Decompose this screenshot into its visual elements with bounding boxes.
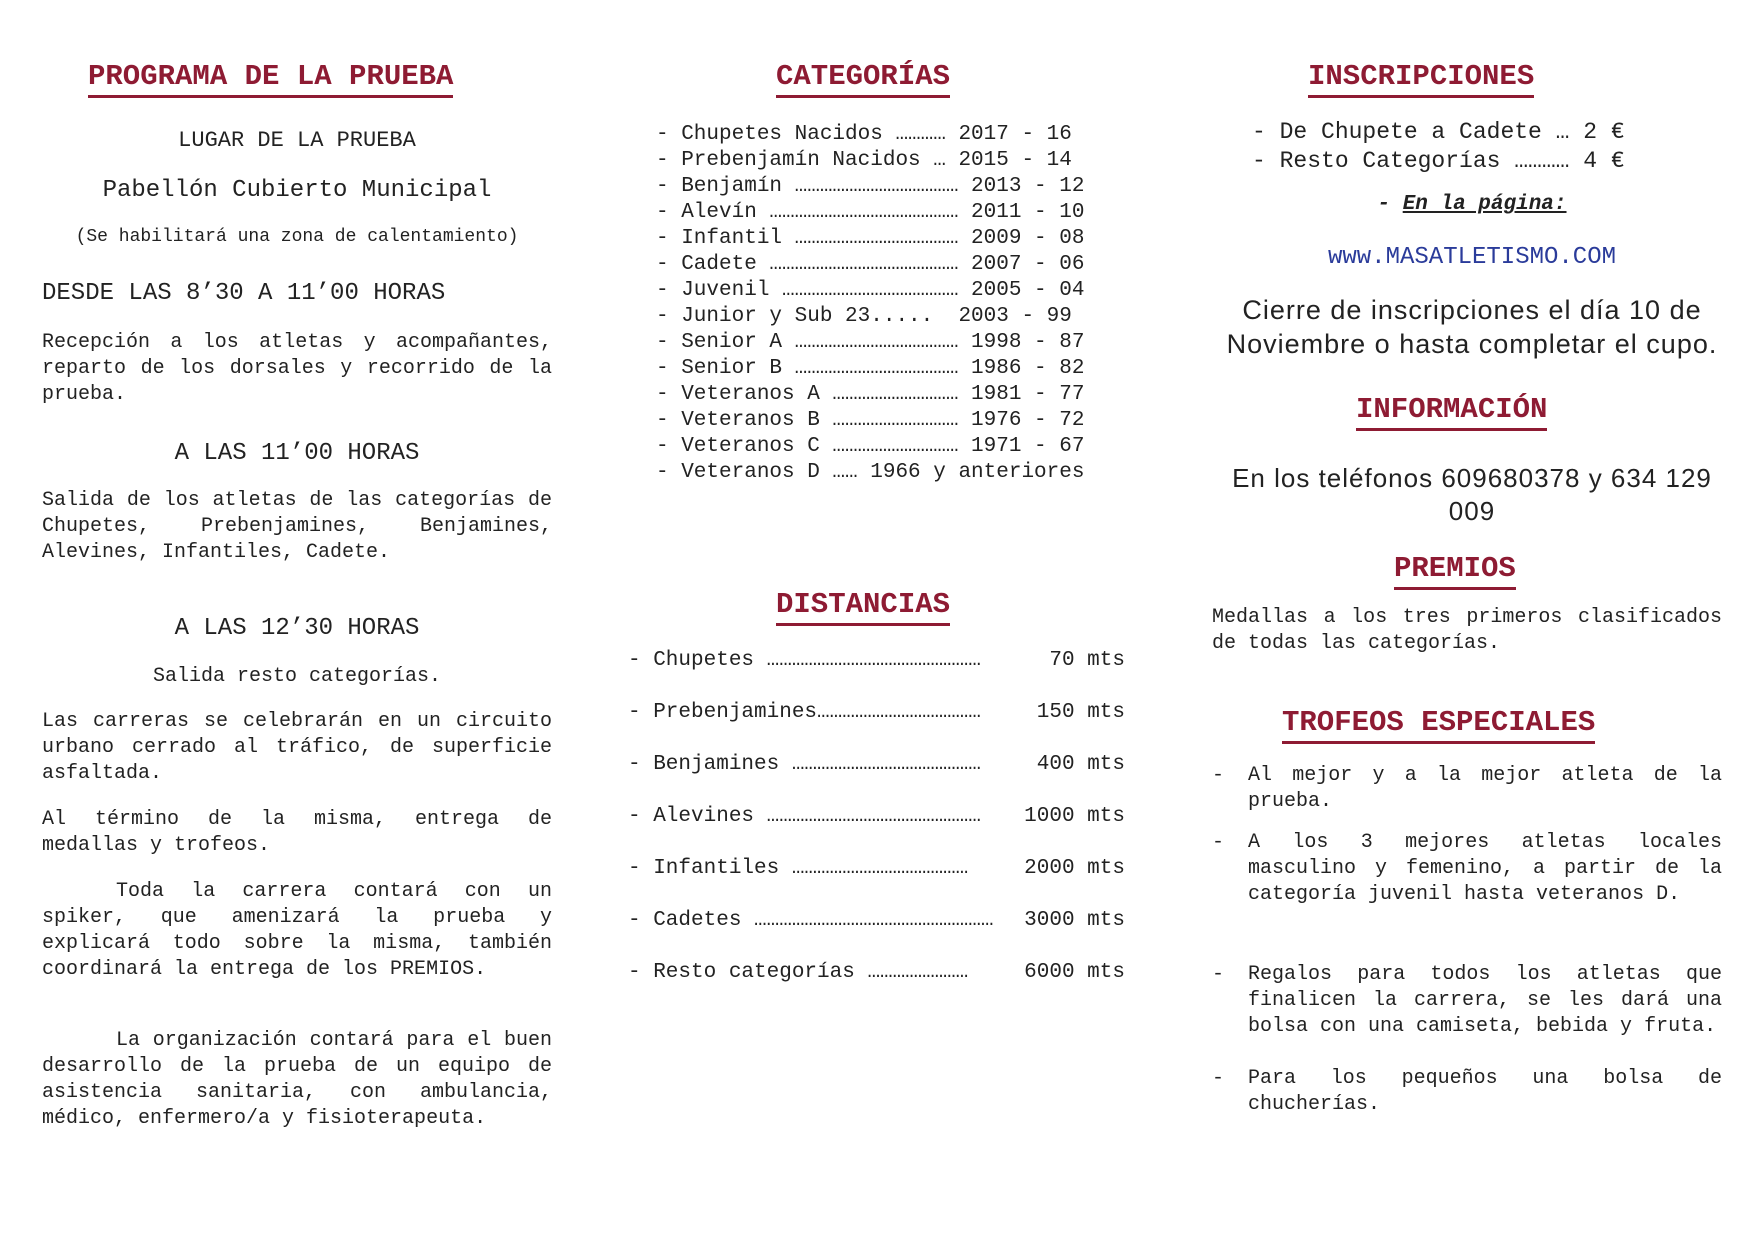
categorias-title: CATEGORÍAS [776, 60, 950, 98]
trofeo-item: Para los pequeños una bolsa de chucherías. [1248, 1067, 1722, 1116]
lugar-note: (Se habilitará una zona de calentamiento) [75, 227, 519, 247]
premios-title: PREMIOS [1394, 552, 1516, 590]
distancia-value: 70 mts [1049, 649, 1125, 672]
distancia-value: 400 mts [1036, 753, 1125, 776]
time-1: DESDE LAS 8’30 A 11’00 HORAS [42, 280, 446, 307]
categoria-row: - Veteranos D …… 1966 y anteriores [656, 461, 1085, 484]
distancia-value: 150 mts [1036, 701, 1125, 724]
trofeo-item: A los 3 mejores atletas locales masculino y femenino, a partir de la categoría juvenil hasta veteranos D. [1248, 831, 1722, 906]
bullet-dash: - [1212, 764, 1225, 787]
categoria-row: - Senior B ………………………………… 1986 - 82 [656, 357, 1085, 380]
informacion-title: INFORMACIÓN [1356, 393, 1547, 431]
bullet-dash: - [1212, 831, 1225, 854]
categoria-row: - Veteranos B ………………………… 1976 - 72 [656, 409, 1085, 432]
pagina-text: En la página: [1402, 193, 1567, 216]
distancia-value: 1000 mts [1024, 805, 1125, 828]
categoria-row: - Chupetes Nacidos ………… 2017 - 16 [656, 123, 1072, 146]
categoria-row: - Alevín ……………………………………… 2011 - 10 [656, 201, 1085, 224]
categoria-row: - Cadete ……………………………………… 2007 - 06 [656, 253, 1085, 276]
text-3: Salida resto categorías. [152, 665, 442, 688]
programa-title: PROGRAMA DE LA PRUEBA [88, 60, 453, 98]
website-link[interactable]: www.MASATLETISMO.COM [1327, 244, 1617, 271]
text-6: Toda la carrera contará con un spiker, que amenizará la prueba y explicará todo sobre la misma, también coordinará la entrega de los PREMIOS. [42, 880, 552, 981]
lugar-name: Pabellón Cubierto Municipal [102, 177, 492, 204]
time-3: A LAS 12’30 HORAS [174, 615, 420, 642]
categoria-row: - Infantil ………………………………… 2009 - 08 [656, 227, 1085, 250]
distancia-value: 2000 mts [1024, 857, 1125, 880]
distancia-label: - Benjamines ……………………………………… [628, 753, 981, 776]
distancia-label: - Chupetes …………………………………………… [628, 649, 981, 672]
categoria-row: - Juvenil …………………………………… 2005 - 04 [656, 279, 1085, 302]
text-1: Recepción a los atletas y acompañantes, reparto de los dorsales y recorrido de la prueba. [42, 331, 552, 406]
distancia-label: - Cadetes ………………………………………………… [628, 909, 994, 932]
trofeo-item: Regalos para todos los atletas que finalicen la carrera, se les dará una bolsa con una camiseta, bebida y fruta. [1248, 963, 1722, 1038]
distancia-value: 3000 mts [1024, 909, 1125, 932]
text-5: Al término de la misma, entrega de medallas y trofeos. [42, 808, 552, 857]
categoria-row: - Veteranos A ………………………… 1981 - 77 [656, 383, 1085, 406]
bullet-dash: - [1212, 1067, 1225, 1090]
categoria-row: - Junior y Sub 23..... 2003 - 99 [656, 305, 1072, 328]
distancias-title: DISTANCIAS [776, 588, 950, 626]
inscripciones-title: INSCRIPCIONES [1308, 60, 1534, 98]
trofeos-title: TROFEOS ESPECIALES [1282, 706, 1595, 744]
distancia-label: - Infantiles …………………………………… [628, 857, 969, 880]
bullet-dash: - [1212, 963, 1225, 986]
pagina-label [1212, 192, 1732, 218]
inscripcion-row: - De Chupete a Cadete … 2 € [1252, 119, 1625, 145]
cierre-text: Cierre de inscripciones el día 10 de Noviembre o hasta completar el cupo. [1226, 295, 1718, 359]
time-2: A LAS 11’00 HORAS [174, 440, 420, 467]
distancia-value: 6000 mts [1024, 961, 1125, 984]
text-7: La organización contará para el buen desarrollo de la prueba de un equipo de asistencia sanitaria, con ambulancia, médico, enfermero/a y fisioterapeuta. [42, 1029, 552, 1130]
distancia-label: - Alevines …………………………………………… [628, 805, 981, 828]
distancia-label: - Prebenjamines………………………………… [628, 701, 981, 724]
text-2: Salida de los atletas de las categorías de Chupetes, Prebenjamines, Benjamines, Alevines, Infantiles, Cadete. [42, 489, 552, 564]
categoria-row: - Prebenjamín Nacidos … 2015 - 14 [656, 149, 1072, 172]
inscripcion-row: - Resto Categorías ………… 4 € [1252, 148, 1625, 174]
categoria-row: - Senior A ………………………………… 1998 - 87 [656, 331, 1085, 354]
informacion-text: En los teléfonos 609680378 y 634 129 009 [1232, 463, 1712, 526]
distancia-label: - Resto categorías …………………… [628, 961, 969, 984]
pagina-dash: - [1377, 193, 1403, 216]
categoria-row: - Veteranos C ………………………… 1971 - 67 [656, 435, 1085, 458]
lugar-label: LUGAR DE LA PRUEBA [178, 128, 416, 153]
premios-text: Medallas a los tres primeros clasificados de todas las categorías. [1212, 606, 1722, 655]
trofeo-item: Al mejor y a la mejor atleta de la prueba. [1248, 764, 1722, 813]
text-4: Las carreras se celebrarán en un circuito urbano cerrado al tráfico, de superficie asfaltada. [42, 710, 552, 785]
categoria-row: - Benjamín ………………………………… 2013 - 12 [656, 175, 1085, 198]
